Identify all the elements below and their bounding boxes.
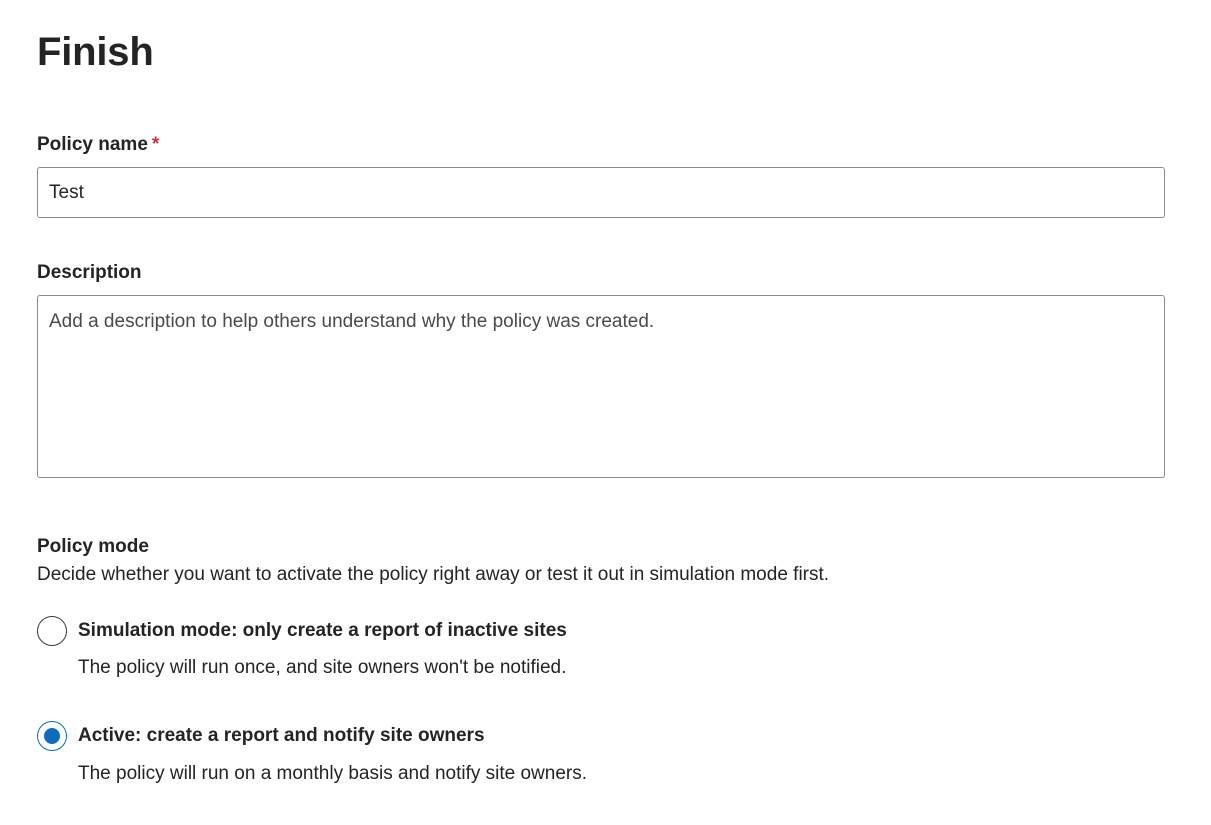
radio-selected-dot <box>44 728 60 744</box>
radio-option-simulation[interactable] <box>37 616 567 646</box>
description-label: Description <box>37 262 142 283</box>
page-title: Finish <box>37 30 154 74</box>
policy-mode-description: Decide whether you want to activate the policy right away or test it out in simulation mode first. <box>37 564 830 585</box>
policy-name-label-text: Policy name <box>37 134 148 155</box>
radio-simulation[interactable] <box>37 616 67 646</box>
description-textarea[interactable] <box>37 295 1165 478</box>
radio-active[interactable] <box>37 721 67 751</box>
radio-option-active[interactable] <box>37 721 485 751</box>
policy-name-input[interactable] <box>37 167 1165 218</box>
policy-name-label <box>37 134 159 156</box>
policy-mode-heading: Policy mode <box>37 536 149 557</box>
radio-simulation-label[interactable]: Simulation mode: only create a report of inactive sites <box>78 620 567 641</box>
required-marker: * <box>151 134 160 155</box>
radio-active-description: The policy will run on a monthly basis and notify site owners. <box>78 763 588 784</box>
radio-simulation-description: The policy will run once, and site owners won't be notified. <box>78 657 567 678</box>
radio-active-label[interactable]: Active: create a report and notify site owners <box>78 725 485 746</box>
